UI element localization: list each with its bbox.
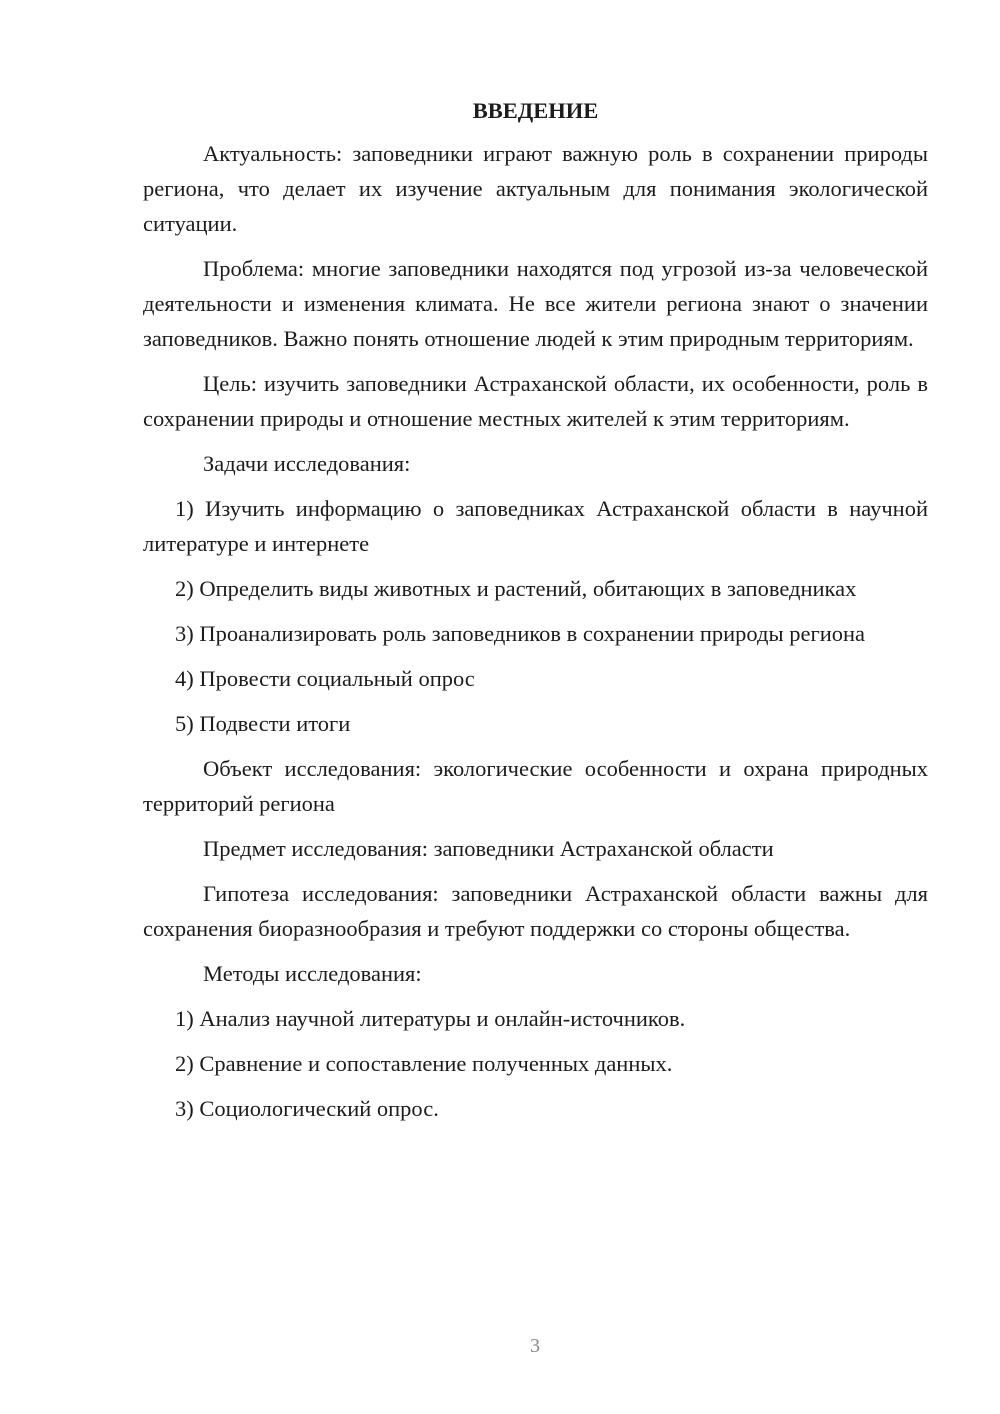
problem-paragraph: Проблема: многие заповедники находятся под угрозой из-за человеческой деятельности и изменения климата. Не все жители региона знают о значении заповедников. Важно понять отношение людей к этим природным территориям.: [143, 256, 928, 351]
relevance-paragraph: Актуальность: заповедники играют важную роль в сохранении природы региона, что делает их изучение актуальным для понимания экологической ситуации.: [143, 141, 928, 236]
hypothesis-paragraph: Гипотеза исследования: заповедники Астраханской области важны для сохранения биоразнообразия и требуют поддержки со стороны общества.: [143, 881, 928, 941]
tasks-heading: Задачи исследования:: [203, 451, 411, 476]
task-item: 4) Провести социальный опрос: [175, 666, 475, 691]
task-item: 5) Подвести итоги: [175, 711, 351, 736]
page-title: ВВЕДЕНИЕ: [472, 98, 599, 123]
methods-heading: Методы исследования:: [203, 961, 422, 986]
task-item: 3) Проанализировать роль заповедников в сохранении природы региона: [175, 621, 866, 646]
page-number: 3: [530, 1335, 540, 1357]
goal-paragraph: Цель: изучить заповедники Астраханской области, их особенности, роль в сохранении природы и отношение местных жителей к этим территориям.: [143, 371, 928, 431]
method-item: 1) Анализ научной литературы и онлайн-источников.: [175, 1006, 686, 1031]
object-paragraph: Объект исследования: экологические особенности и охрана природных территорий региона: [143, 756, 928, 816]
subject-paragraph: Предмет исследования: заповедники Астраханской области: [203, 836, 774, 861]
method-item: 2) Сравнение и сопоставление полученных данных.: [175, 1051, 673, 1076]
document-page: [143, 96, 928, 1136]
method-item: 3) Социологический опрос.: [175, 1096, 439, 1121]
task-item: 1) Изучить информацию о заповедниках Астраханской области в научной литературе и интернете: [143, 496, 928, 556]
task-item: 2) Определить виды животных и растений, обитающих в заповедниках: [175, 576, 857, 601]
